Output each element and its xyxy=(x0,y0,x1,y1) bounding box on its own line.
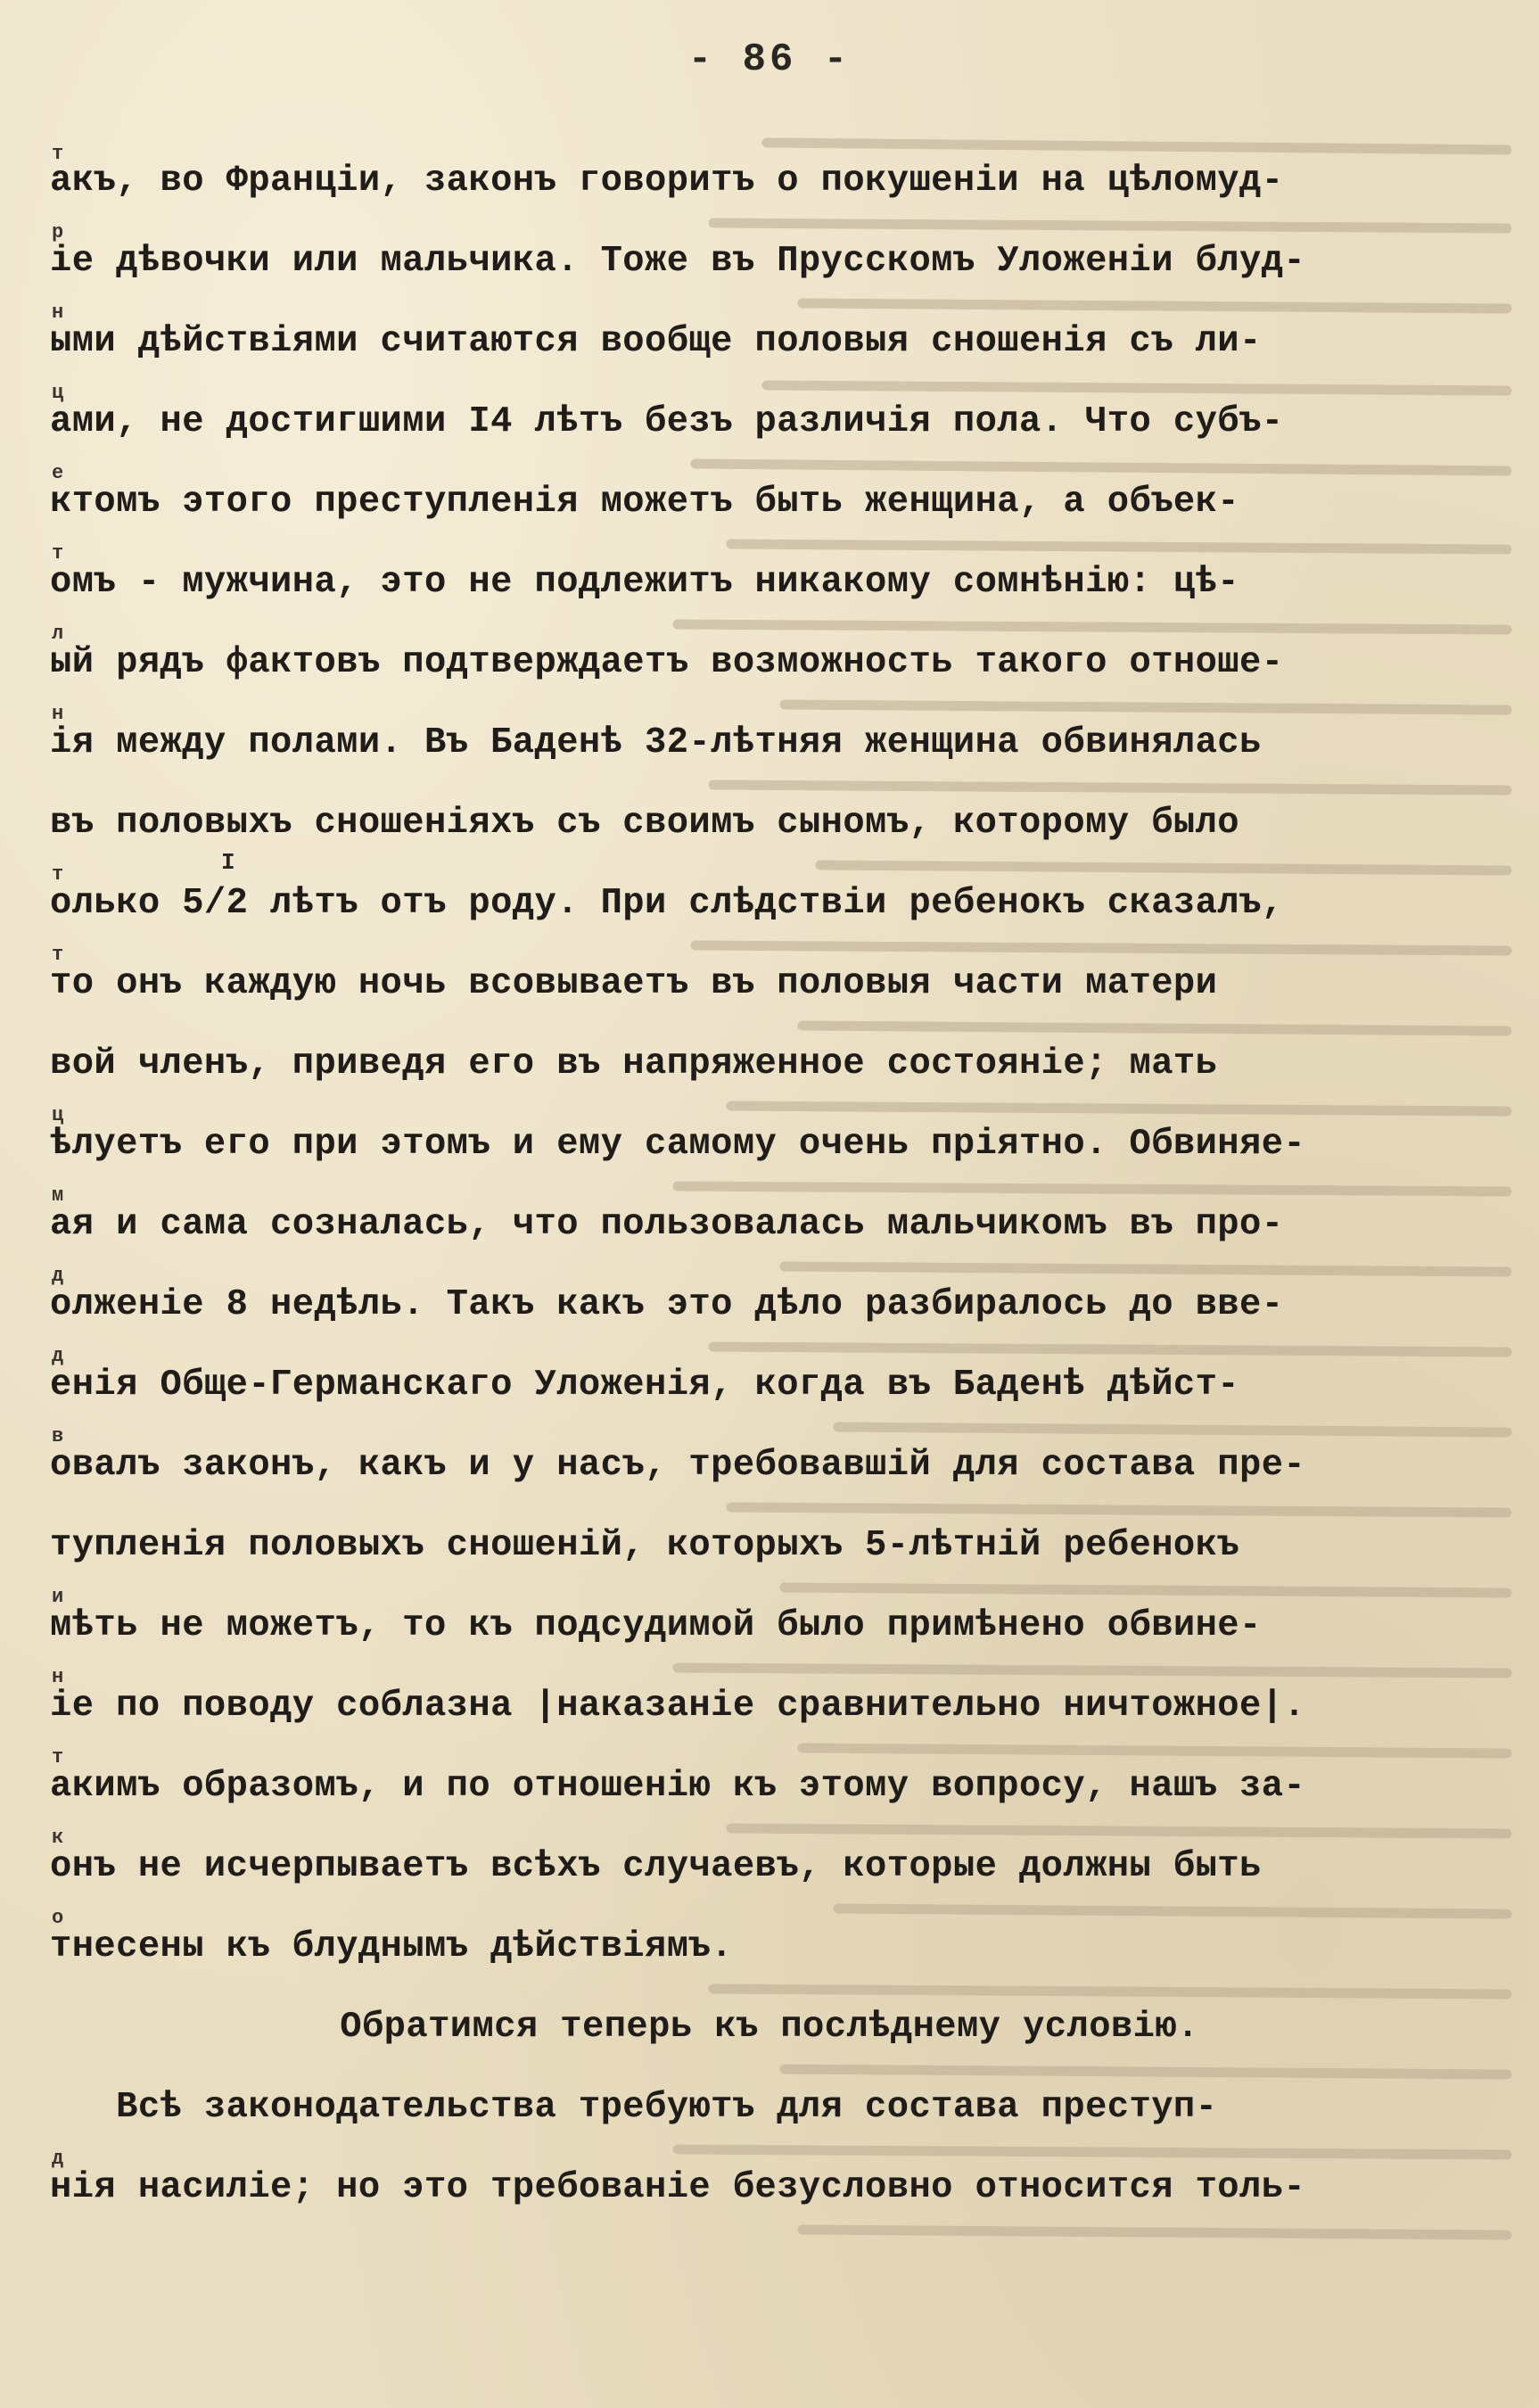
margin-letter: о xyxy=(52,1907,64,1929)
text-line: нія насиліе; но это требованіе безусловно относится толь- xyxy=(50,2167,1306,2208)
fraction-numerator: I xyxy=(221,849,235,876)
text-line: ѣлуетъ его при этомъ и ему самому очень пріятно. Обвиняе- xyxy=(50,1124,1306,1165)
text-line: ами, не достигшими I4 лѣтъ безъ различія пола. Что субъ- xyxy=(50,401,1284,442)
margin-letter: т xyxy=(52,944,64,966)
text-line: олженіе 8 недѣль. Такъ какъ это дѣло разбиралось до вве- xyxy=(50,1284,1284,1325)
margin-letter: к xyxy=(52,1827,64,1849)
margin-letter: т xyxy=(52,143,64,165)
text-line: ыми дѣйствіями считаются вообще половыя сношенія съ ли- xyxy=(50,321,1262,362)
text-line: онъ не исчерпываетъ всѣхъ случаевъ, которые должны быть xyxy=(50,1846,1262,1887)
text-line: акъ, во Франціи, законъ говоритъ о покушеніи на цѣломуд- xyxy=(50,161,1284,202)
margin-letter: н xyxy=(52,301,64,324)
margin-letter: е xyxy=(52,462,64,484)
margin-letter: т xyxy=(52,863,64,886)
text-line: ктомъ этого преступленія можетъ быть женщина, а объек- xyxy=(50,482,1240,523)
margin-letter: т xyxy=(52,1746,64,1769)
margin-letter: н xyxy=(52,1666,64,1688)
text-line: олько 5/2 лѣтъ отъ роду. При слѣдствіи ребенокъ сказалъ, xyxy=(50,883,1284,924)
text-line: Всѣ законодательства требуютъ для состава преступ- xyxy=(50,2087,1218,2128)
text-line: енія Обще-Германскаго Уложенія, когда въ Баденѣ дѣйст- xyxy=(50,1365,1240,1406)
margin-letter: л xyxy=(52,623,64,645)
margin-letter: ц xyxy=(52,382,64,404)
text-line: тупленія половыхъ сношеній, которыхъ 5-лѣтній ребенокъ xyxy=(50,1525,1240,1566)
section-heading: Обратимся теперь къ послѣднему условію. xyxy=(340,2007,1199,2048)
text-line: ая и сама созналась, что пользовалась мальчикомъ въ про- xyxy=(50,1204,1284,1245)
margin-letter: ц xyxy=(52,1104,64,1126)
text-line: іе по поводу соблазна |наказаніе сравнительно ничтожное|. xyxy=(50,1686,1306,1727)
margin-letter: н xyxy=(52,703,64,725)
margin-letter: д xyxy=(52,1265,64,1287)
text-line: ія между полами. Въ Баденѣ 32-лѣтняя женщина обвинялась xyxy=(50,722,1262,763)
text-line: овалъ законъ, какъ и у насъ, требовавшій для состава пре- xyxy=(50,1445,1306,1486)
margin-letter: р xyxy=(52,221,64,243)
text-line: акимъ образомъ, и по отношенію къ этому вопросу, нашъ за- xyxy=(50,1766,1306,1807)
text-line: тнесены къ блуднымъ дѣйствіямъ. xyxy=(50,1926,733,1967)
margin-letter: м xyxy=(52,1184,64,1207)
text-line: омъ - мужчина, это не подлежитъ никакому сомнѣнію: цѣ- xyxy=(50,562,1240,603)
text-line: то онъ каждую ночь всовываетъ въ половыя части матери xyxy=(50,963,1218,1004)
text-line: вой членъ, приведя его въ напряженное состояніе; мать xyxy=(50,1043,1218,1084)
text-line: іе дѣвочки или мальчика. Тоже въ Прусскомъ Уложеніи блуд- xyxy=(50,241,1306,282)
margin-letter: д xyxy=(52,2148,64,2170)
text-line: ый рядъ фактовъ подтверждаетъ возможность такого отноше- xyxy=(50,642,1284,683)
page-number: - 86 - xyxy=(687,37,852,82)
margin-letter: т xyxy=(52,542,64,565)
margin-letter: д xyxy=(52,1345,64,1367)
text-line: въ половыхъ сношеніяхъ съ своимъ сыномъ, которому было xyxy=(50,803,1240,844)
margin-letter: в xyxy=(52,1425,64,1447)
margin-letter: и xyxy=(52,1586,64,1608)
text-line: мѣть не можетъ, то къ подсудимой было примѣнено обвине- xyxy=(50,1605,1262,1646)
